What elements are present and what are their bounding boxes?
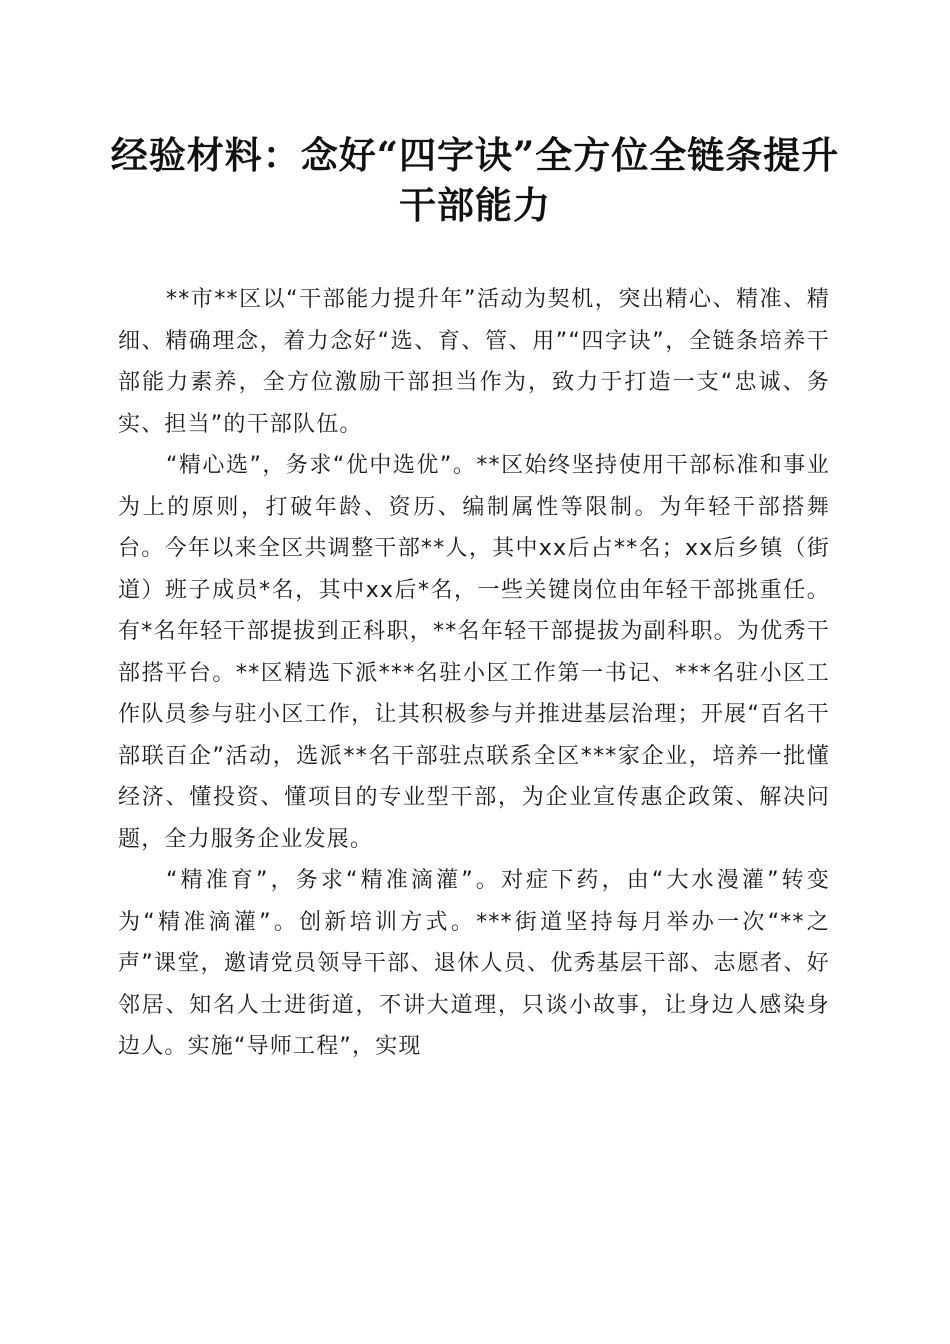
document-body xyxy=(118,279,830,1068)
paragraph-precise-training: “精准育”，务求“精准滴灌”。对症下药，由“大水漫灌”转变为“精准滴灌”。创新培训方式。***街道坚持每月举办一次“**之声”课堂，邀请党员领导干部、退休人员、优秀基层干部、志愿者、好邻居、知名人士进街道，不讲大道理，只谈小故事，让身边人感染身边人。实施“导师工程”，实现 xyxy=(118,868,830,1059)
document-title: 经验材料：念好“四字诀”全方位全链条提升干部能力 xyxy=(110,133,840,227)
paragraph-careful-selection: “精心选”，务求“优中选优”。**区始终坚持使用干部标准和事业为上的原则，打破年龄、资历、编制属性等限制。为年轻干部搭舞台。今年以来全区共调整干部**人，其中xx后占**名；xx后乡镇（街道）班子成员*名，其中xx后*名，一些关键岗位由年轻干部挑重任。有*名年轻干部提拔到正科职，**名年轻干部提拔为副科职。为优秀干部搭平台。**区精选下派***名驻小区工作第一书记、***名驻小区工作队员参与驻小区工作，让其积极参与并推进基层治理；开展“百名干部联百企”活动，选派**名干部驻点联系全区***家企业，培养一批懂经济、懂投资、懂项目的专业型干部，为企业宣传惠企政策、解决问题，全力服务企业发展。 xyxy=(118,453,830,852)
paragraph-intro: **市**区以“干部能力提升年”活动为契机，突出精心、精准、精细、精确理念，着力念好“选、育、管、用”“四字诀”，全链条培养干部能力素养，全方位激励干部担当作为，致力于打造一支“忠诚、务实、担当”的干部队伍。 xyxy=(118,287,830,437)
